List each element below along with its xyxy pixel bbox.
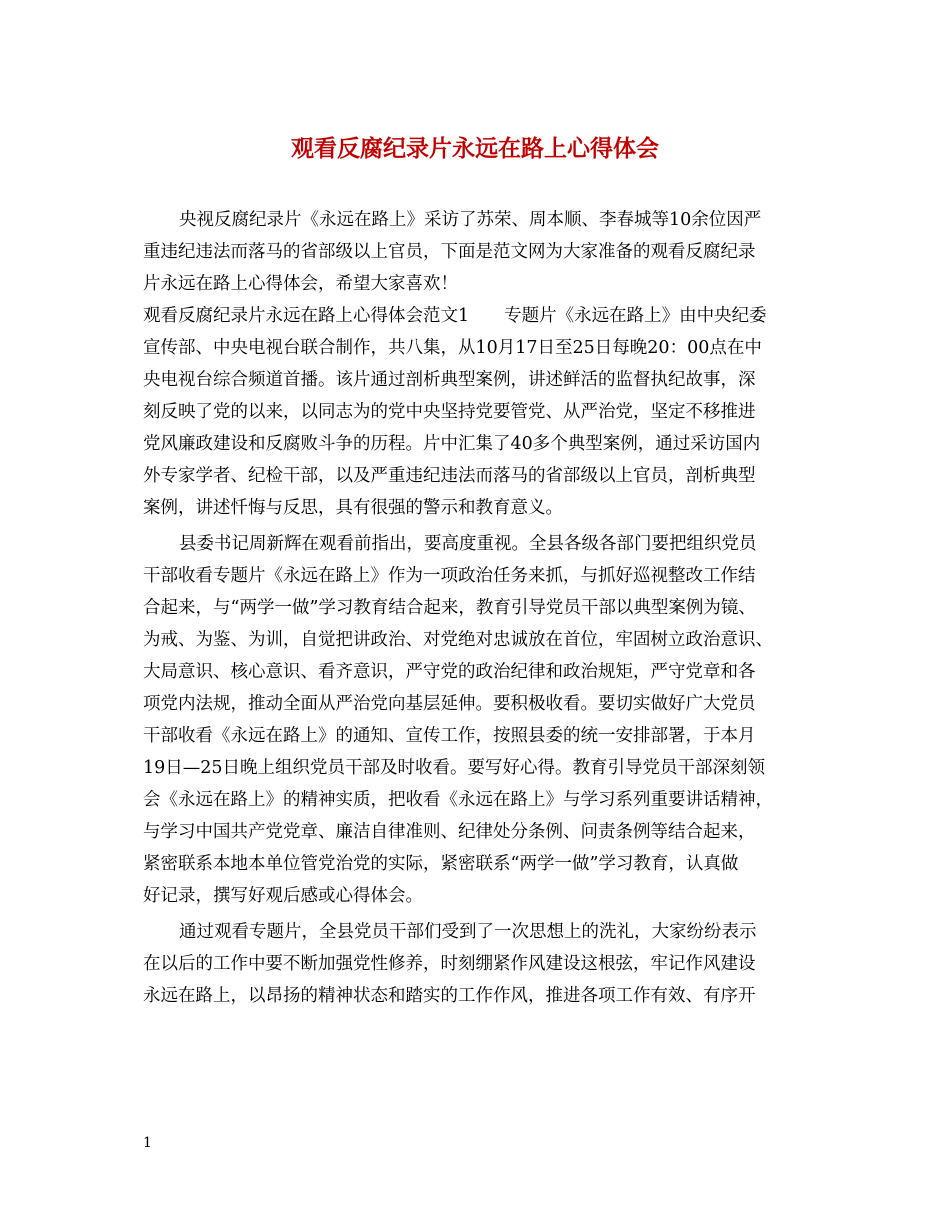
text-line: 紧密联系本地本单位管党治党的实际，紧密联系“两学一做”学习教育，认真做 bbox=[143, 854, 739, 874]
text-line: 案例，讲述忏悔与反思，具有很强的警示和教育意义。 bbox=[143, 498, 563, 518]
text-line: 县委书记周新辉在观看前指出，要高度重视。全县各级各部门要把组织党员 bbox=[179, 534, 757, 554]
page-number: 1 bbox=[143, 1135, 152, 1151]
text-line: 央电视台综合频道首播。该片通过剖析典型案例，讲述鲜活的监督执纪故事，深 bbox=[143, 370, 756, 390]
text-line: 项党内法规，推动全面从严治党向基层延伸。要积极收看。要切实做好广大党员 bbox=[143, 694, 756, 714]
text-line: 干部收看专题片《永远在路上》作为一项政治任务来抓，与抓好巡视整改工作结 bbox=[143, 566, 756, 586]
text-line: 大局意识、核心意识、看齐意识，严守党的政治纪律和政治规矩，严守党章和各 bbox=[143, 662, 756, 682]
text-line: 央视反腐纪录片《永远在路上》采访了苏荣、周本顺、李春城等10余位因严 bbox=[179, 210, 762, 230]
text-line: 党风廉政建设和反腐败斗争的历程。片中汇集了40多个典型案例，通过采访国内 bbox=[143, 434, 761, 454]
text-line: 重违纪违法而落马的省部级以上官员，下面是范文网为大家准备的观看反腐纪录 bbox=[143, 242, 756, 262]
text-line: 会《永远在路上》的精神实质，把收看《永远在路上》与学习系列重要讲话精神， bbox=[143, 790, 773, 810]
document-title: 观看反腐纪录片永远在路上心得体会 bbox=[291, 135, 659, 162]
document-body bbox=[143, 204, 825, 1012]
text-line: 观看反腐纪录片永远在路上心得体会范文1 专题片《永远在路上》由中央纪委 bbox=[143, 306, 767, 326]
text-line: 通过观看专题片，全县党员干部们受到了一次思想上的洗礼，大家纷纷表示 bbox=[179, 922, 757, 942]
text-line: 宣传部、中央电视台联合制作，共八集，从10月17日至25日每晚20：00点在中 bbox=[143, 338, 762, 358]
text-line: 为戒、为鉴、为训，自觉把讲政治、对党绝对忠诚放在首位，牢固树立政治意识、 bbox=[143, 630, 773, 650]
text-line: 合起来，与“两学一做”学习教育结合起来，教育引导党员干部以典型案例为镜、 bbox=[143, 598, 756, 618]
text-line: 在以后的工作中要不断加强党性修养，时刻绷紧作风建设这根弦，牢记作风建设 bbox=[143, 954, 756, 974]
text-line: 好记录，撰写好观后感或心得体会。 bbox=[143, 886, 423, 906]
text-line: 片永远在路上心得体会，希望大家喜欢！ bbox=[143, 274, 458, 294]
text-line: 干部收看《永远在路上》的通知、宣传工作，按照县委的统一安排部署，于本月 bbox=[143, 726, 756, 746]
text-line: 与学习中国共产党党章、廉洁自律准则、纪律处分条例、问责条例等结合起来， bbox=[143, 822, 756, 842]
text-line: 刻反映了党的以来，以同志为的党中央坚持党要管党、从严治党，坚定不移推进 bbox=[143, 402, 756, 422]
text-line: 外专家学者、纪检干部，以及严重违纪违法而落马的省部级以上官员，剖析典型 bbox=[143, 466, 756, 486]
text-line: 永远在路上，以昂扬的精神状态和踏实的工作作风，推进各项工作有效、有序开 bbox=[143, 986, 756, 1006]
text-line: 19日—25日晚上组织党员干部及时收看。要写好心得。教育引导党员干部深刻领 bbox=[143, 758, 766, 778]
